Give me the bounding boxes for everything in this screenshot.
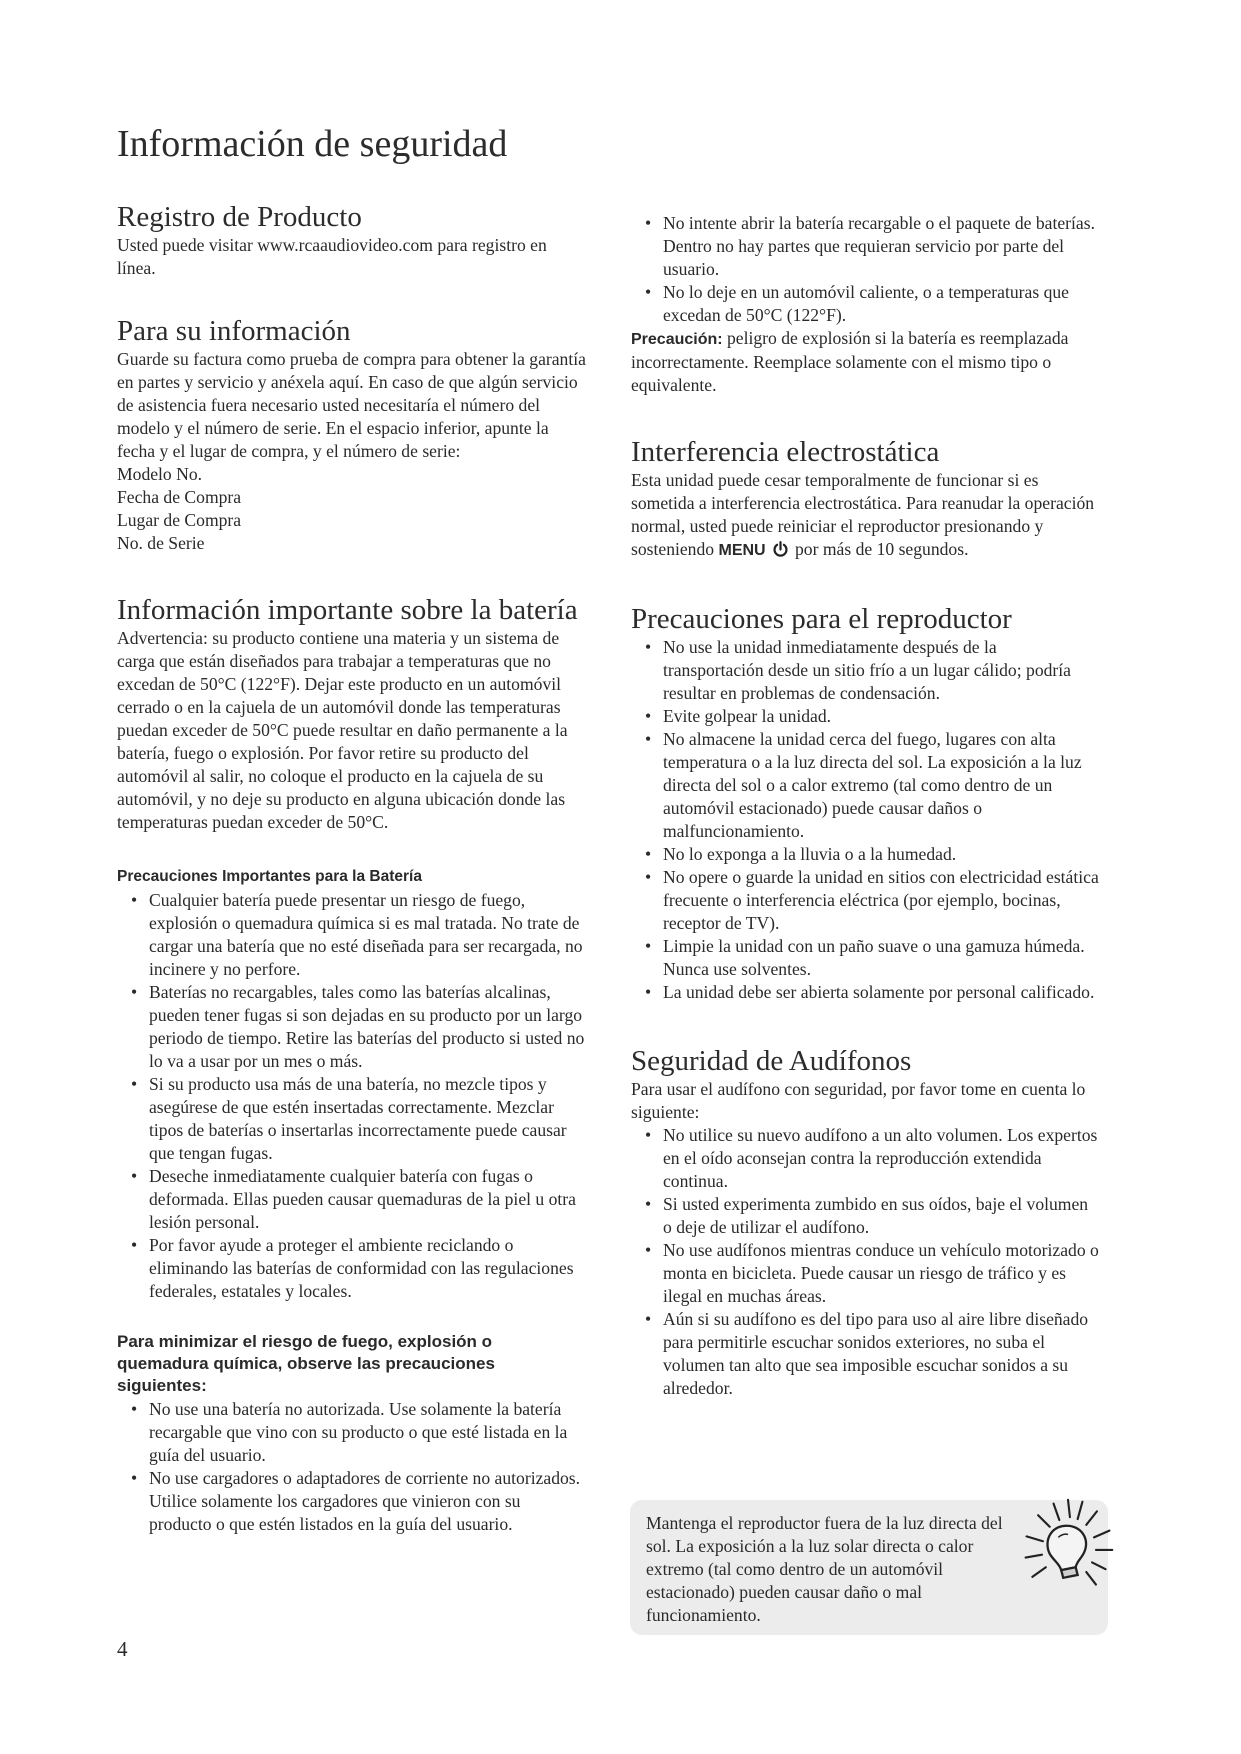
list-item: • No almacene la unidad cerca del fuego, lugares con alta temperatura o a la luz directa del sol. La exposición a la luz directa del sol o a calor extremo (tal como dentro de un automóvil estacionado) puede causar daños o malfuncionamiento.	[631, 728, 1101, 843]
list-item: • Si usted experimenta zumbido en sus oídos, baje el volumen o deje de utilizar el audífono.	[631, 1193, 1101, 1239]
interferencia-text-before: Esta unidad puede cesar temporalmente de funcionar si es sometida a interferencia electrostática. Para reanudar la operación normal, usted puede reiniciar el reproductor presionando y sosteniendo	[631, 470, 1095, 559]
list-item: • Limpie la unidad con un paño suave o una gamuza húmeda. Nunca use solventes.	[631, 935, 1101, 981]
registro-heading: Registro de Producto	[117, 201, 362, 233]
list-item: • No use una batería no autorizada. Use solamente la batería recargable que vino con su producto o que esté listada en la guía del usuario.	[117, 1398, 587, 1467]
para-info-heading: Para su información	[117, 315, 351, 347]
page-number: 4	[117, 1637, 128, 1661]
list-item: • No intente abrir la batería recargable o el paquete de baterías. Dentro no hay partes que requieran servicio por parte del usuario.	[631, 212, 1101, 281]
reproductor-heading: Precauciones para el reproductor	[631, 603, 1012, 635]
minimizar-list	[117, 1398, 587, 1536]
interferencia-heading: Interferencia electrostática	[631, 436, 940, 468]
menu-key: MENU	[718, 542, 766, 559]
left-column	[117, 200, 587, 1536]
list-item: • No use la unidad inmediatamente después de la transportación desde un sitio frío a un lugar cálido; podría resultar en problemas de condensación.	[631, 636, 1101, 705]
tip-box	[630, 1500, 1108, 1635]
field-serie: No. de Serie	[117, 533, 205, 553]
list-item: • No lo deje en un automóvil caliente, o a temperaturas que excedan de 50°C (122°F).	[631, 281, 1101, 327]
interferencia-text	[631, 469, 1101, 562]
lightbulb-icon	[1015, 1492, 1121, 1602]
minimizar-list-cont	[631, 212, 1101, 327]
list-item: • Aún si su audífono es del tipo para uso al aire libre diseñado para permitirle escuchar sonidos exteriores, no suba el volumen tan alto que sea imposible escuchar sonidos a su alrededor.	[631, 1308, 1101, 1400]
interferencia-text-after: por más de 10 segundos.	[790, 539, 969, 559]
list-item: • No opere o guarde la unidad en sitios con electricidad estática frecuente o interferencia eléctrica (por ejemplo, bocinas, receptor de TV).	[631, 866, 1101, 935]
list-item: • No use cargadores o adaptadores de corriente no autorizados. Utilice solamente los cargadores que vinieron con su producto o que estén listados en la guía del usuario.	[117, 1467, 587, 1536]
bateria-warning: Advertencia: su producto contiene una materia y un sistema de carga que están diseñados para trabajar a temperaturas que no excedan de 50°C (122°F). Dejar este producto en un automóvil cerrado o en la cajuela de un automóvil donde las temperaturas puedan exceder de 50°C puede resultar en daño permanente a la batería, fuego o explosión. Por favor retire su producto del automóvil al salir, no coloque el producto en la cajuela de su automóvil, y no deje su producto en alguna ubicación donde las temperaturas puedan exceder de 50°C.	[117, 628, 568, 832]
right-column	[631, 212, 1101, 1400]
list-item: • Baterías no recargables, tales como las baterías alcalinas, pueden tener fugas si son dejadas en su producto por un largo periodo de tiempo. Retire las baterías del producto si usted no lo va a usar por un mes o más.	[117, 981, 587, 1073]
field-fecha: Fecha de Compra	[117, 487, 242, 507]
field-lugar: Lugar de Compra	[117, 510, 242, 530]
precaucion-text: peligro de explosión si la batería es reemplazada incorrectamente. Reemplace solamente con el mismo tipo o equivalente.	[631, 328, 1069, 395]
audifonos-heading: Seguridad de Audífonos	[631, 1045, 912, 1077]
list-item: • Deseche inmediatamente cualquier batería con fugas o deformada. Ellas pueden causar quemaduras de la piel u otra lesión personal.	[117, 1165, 587, 1234]
para-info-text: Guarde su factura como prueba de compra para obtener la garantía en partes y servicio y anéxela aquí. En caso de que algún servicio de asistencia fuera necesario usted necesitaría el número del modelo y el número de serie. En el espacio inferior, apunte la fecha y el lugar de compra, y el número de serie:	[117, 349, 586, 461]
list-item: • Evite golpear la unidad.	[631, 705, 1101, 728]
list-item: • Cualquier batería puede presentar un riesgo de fuego, explosión o quemadura química si es mal tratada. No trate de cargar una batería que no esté diseñada para ser recargada, no incinere y no perfore.	[117, 889, 587, 981]
registro-text: Usted puede visitar www.rcaaudiovideo.com para registro en línea.	[117, 235, 547, 278]
tip-text: Mantenga el reproductor fuera de la luz directa del sol. La exposición a la luz solar directa o calor extremo (tal como dentro de un automóvil estacionado) pueden causar daño o mal funcionamiento.	[646, 1513, 1003, 1625]
precaucion-label: Precaución:	[631, 331, 723, 348]
list-item: • La unidad debe ser abierta solamente por personal calificado.	[631, 981, 1101, 1004]
precaucion-note	[631, 327, 1101, 397]
list-item: • No use audífonos mientras conduce un vehículo motorizado o monta en bicicleta. Puede causar un riesgo de tráfico y es ilegal en muchas áreas.	[631, 1239, 1101, 1308]
field-modelo: Modelo No.	[117, 464, 203, 484]
reproductor-list	[631, 636, 1101, 1004]
page-title: Información de seguridad	[117, 123, 508, 165]
precauciones-bateria-list	[117, 889, 587, 1303]
precauciones-bateria-heading: Precauciones Importantes para la Batería	[117, 868, 422, 885]
list-item: • No lo exponga a la lluvia o a la humedad.	[631, 843, 1101, 866]
minimizar-heading: Para minimizar el riesgo de fuego, explosión o quemadura química, observe las precauciones siguientes:	[117, 1332, 495, 1395]
list-item: • Por favor ayude a proteger el ambiente reciclando o eliminando las baterías de conformidad con las regulaciones federales, estatales y locales.	[117, 1234, 587, 1303]
list-item: • No utilice su nuevo audífono a un alto volumen. Los expertos en el oído aconsejan contra la reproducción extendida continua.	[631, 1124, 1101, 1193]
power-icon	[772, 541, 789, 558]
audifonos-intro: Para usar el audífono con seguridad, por favor tome en cuenta lo siguiente:	[631, 1079, 1086, 1122]
audifonos-list	[631, 1124, 1101, 1400]
list-item: • Si su producto usa más de una batería, no mezcle tipos y asegúrese de que estén insertadas correctamente. Mezclar tipos de baterías o insertarlas incorrectamente puede causar que tengan fugas.	[117, 1073, 587, 1165]
bateria-heading: Información importante sobre la batería	[117, 594, 578, 626]
